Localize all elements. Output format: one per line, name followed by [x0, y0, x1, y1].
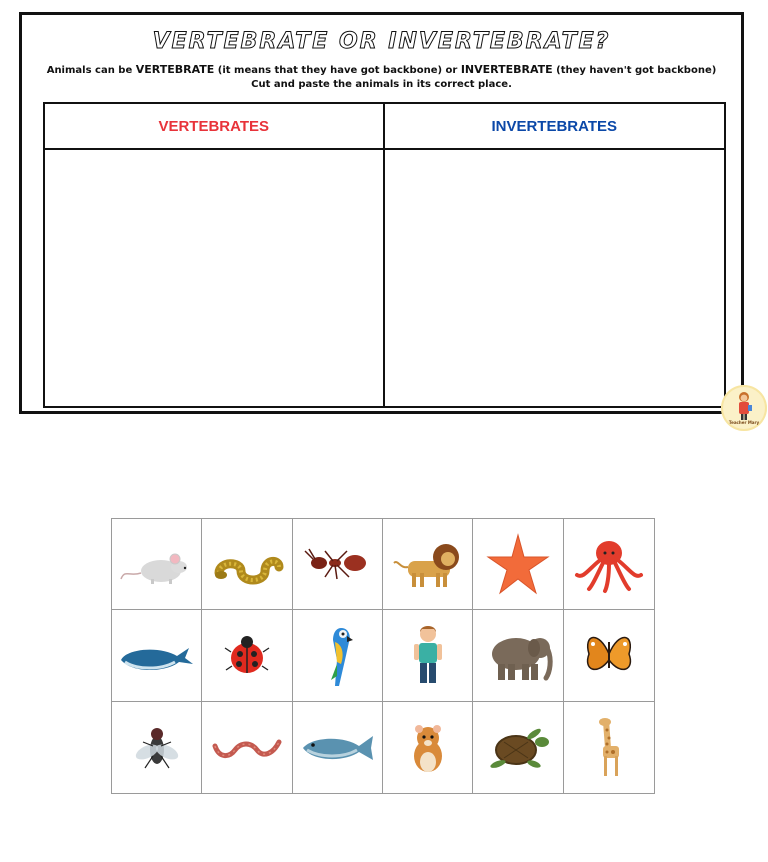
parrot-icon: [297, 620, 377, 690]
worksheet-intro: [22, 63, 741, 76]
hamster-icon: [388, 712, 468, 782]
intro-keyword-invertebrate: INVERTEBRATE: [460, 63, 553, 76]
intro-text-2: (it means that they have got backbone) or: [214, 65, 461, 76]
card-elephant[interactable]: [473, 610, 563, 701]
sorting-table: [43, 102, 726, 408]
intro-keyword-vertebrate: VERTEBRATE: [135, 63, 215, 76]
card-boy[interactable]: [383, 610, 473, 701]
card-octopus[interactable]: [564, 519, 654, 610]
worksheet-instruction: Cut and paste the animals in its correct place.: [251, 79, 512, 90]
card-whale[interactable]: [112, 610, 202, 701]
ladybug-icon: [207, 620, 287, 690]
octopus-icon: [569, 529, 649, 599]
card-mouse[interactable]: [112, 519, 202, 610]
lion-icon: [388, 529, 468, 599]
mouse-icon: [117, 529, 197, 599]
fly-icon: [117, 712, 197, 782]
card-butterfly[interactable]: [564, 610, 654, 701]
fish-icon: [297, 712, 377, 782]
card-lion[interactable]: [383, 519, 473, 610]
worksheet: [19, 12, 744, 414]
teacher-logo: [721, 385, 767, 431]
card-parrot[interactable]: [293, 610, 383, 701]
column-header-vertebrates: VERTEBRATES: [45, 104, 385, 150]
turtle-icon: [478, 712, 558, 782]
drop-area-vertebrates[interactable]: [45, 150, 385, 406]
snake-icon: [207, 529, 287, 599]
elephant-icon: [478, 620, 558, 690]
card-fish[interactable]: [293, 702, 383, 793]
whale-icon: [117, 620, 197, 690]
card-turtle[interactable]: [473, 702, 563, 793]
animal-cards-grid: [111, 518, 655, 794]
card-hamster[interactable]: [383, 702, 473, 793]
boy-icon: [388, 620, 468, 690]
card-ant[interactable]: [293, 519, 383, 610]
card-starfish[interactable]: [473, 519, 563, 610]
worksheet-title: VERTEBRATE OR INVERTEBRATE?: [152, 29, 611, 54]
giraffe-icon: [569, 712, 649, 782]
starfish-icon: [478, 529, 558, 599]
card-fly[interactable]: [112, 702, 202, 793]
card-worm[interactable]: [202, 702, 292, 793]
teacher-logo-text: Teacher Mary: [728, 420, 760, 425]
butterfly-icon: [569, 620, 649, 690]
column-header-invertebrates: INVERTEBRATES: [385, 104, 725, 150]
drop-area-invertebrates[interactable]: [385, 150, 725, 406]
card-snake[interactable]: [202, 519, 292, 610]
card-ladybug[interactable]: [202, 610, 292, 701]
ant-icon: [297, 529, 377, 599]
card-giraffe[interactable]: [564, 702, 654, 793]
intro-text-1: Animals can be: [46, 65, 136, 76]
worm-icon: [207, 712, 287, 782]
intro-text-3: (they haven't got backbone): [552, 65, 717, 76]
